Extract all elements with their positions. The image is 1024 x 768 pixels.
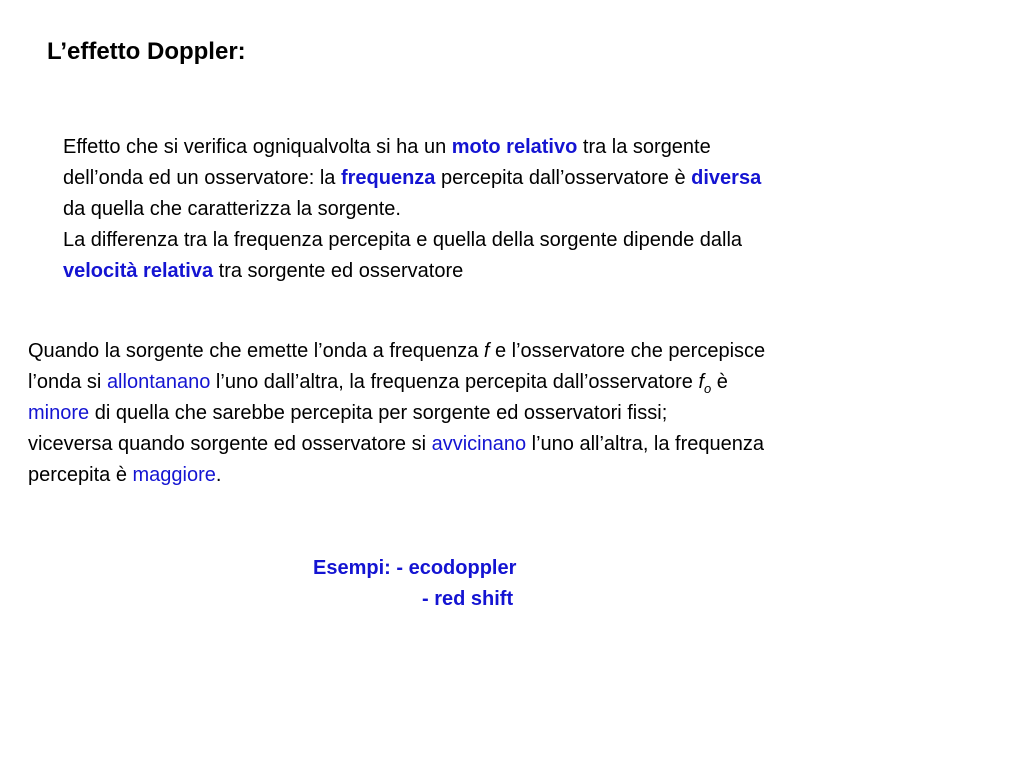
text-run: Effetto che si verifica ogniqualvolta si ha un xyxy=(63,136,452,158)
highlight-maggiore: maggiore xyxy=(132,464,216,486)
text-run: l’uno dall’altra, la frequenza percepita dall’osservatore xyxy=(210,371,699,393)
text-run: di quella che sarebbe percepita per sorgente ed osservatori fissi; xyxy=(89,402,668,424)
definition-line-5 xyxy=(63,256,761,287)
highlight-velocita-relativa: velocità relativa xyxy=(63,260,214,282)
examples-block xyxy=(313,553,516,615)
highlight-avvicinano: avvicinano xyxy=(431,433,527,455)
explanation-line-5 xyxy=(28,460,765,491)
text-run: Quando la sorgente che emette l’onda a frequenza xyxy=(28,340,484,362)
example-ecodoppler: Esempi: - ecodoppler xyxy=(313,557,517,579)
explanation-line-3 xyxy=(28,398,765,429)
highlight-moto-relativo: moto relativo xyxy=(451,136,578,158)
text-run: percepita dall’osservatore è xyxy=(435,167,692,189)
text-run: tra la sorgente xyxy=(577,136,711,158)
text-run: dell’onda ed un osservatore: la xyxy=(63,167,341,189)
highlight-frequenza: frequenza xyxy=(340,167,436,189)
explanation-line-1 xyxy=(28,336,765,367)
text-run: La differenza tra la frequenza percepita e quella della sorgente dipende dalla xyxy=(63,229,743,251)
definition-line-2 xyxy=(63,163,761,194)
text-run: percepita è xyxy=(28,464,133,486)
observed-frequency-subscript: o xyxy=(704,381,712,396)
text-run: . xyxy=(215,464,222,486)
highlight-diversa: diversa xyxy=(691,167,762,189)
text-run: tra sorgente ed osservatore xyxy=(213,260,464,282)
text-run: l’onda si xyxy=(28,371,107,393)
frequency-symbol: f xyxy=(483,340,490,362)
definition-line-4 xyxy=(63,225,761,256)
definition-line-1 xyxy=(63,132,761,163)
definition-line-3 xyxy=(63,194,761,225)
highlight-minore: minore xyxy=(28,402,90,424)
example-red-shift: - red shift xyxy=(422,588,514,610)
explanation-line-2 xyxy=(28,367,765,398)
observed-frequency-symbol: f xyxy=(698,371,704,393)
text-run: e l’osservatore che percepisce xyxy=(489,340,766,362)
explanation-paragraph xyxy=(28,336,765,491)
text-run: viceversa quando sorgente ed osservatore si xyxy=(28,433,432,455)
text-run: è xyxy=(711,371,728,393)
text-run: l’uno all’altra, la frequenza xyxy=(526,433,765,455)
highlight-allontanano: allontanano xyxy=(106,371,211,393)
definition-paragraph xyxy=(63,132,761,287)
text-run: da quella che caratterizza la sorgente. xyxy=(63,198,401,220)
slide-title: L’effetto Doppler: xyxy=(47,38,246,65)
explanation-line-4 xyxy=(28,429,765,460)
